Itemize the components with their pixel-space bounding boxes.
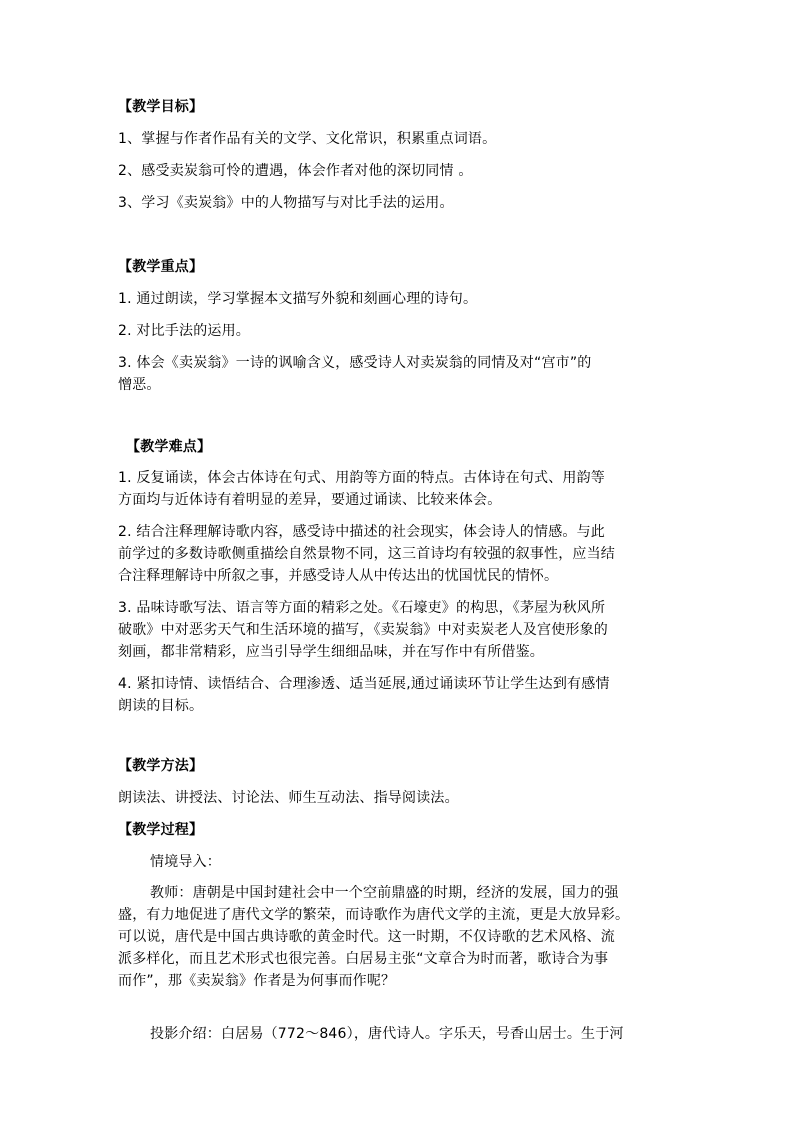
difficulty-line-5: 合注释理解诗中所叙之事，并感受诗人从中传达出的忧国忧民的情怀。 [118,568,559,584]
difficulty-line-7: 破歌》中对恶劣天气和生活环境的描写，《卖炭翁》中对卖炭老人及宫使形象的 [118,622,608,638]
methods-text: 朗读法、讲授法、讨论法、师生互动法、指导阅读法。 [118,790,459,806]
difficulty-line-6: 3. 品味诗歌写法、语言等方面的精彩之处。《石壕吏》的构思，《茅屋为秋风所 [118,600,606,616]
process-line-4: 可以说，唐代是中国古典诗歌的黄金时代。这一时期，不仅诗歌的艺术风格、流 [118,929,615,945]
difficulty-line-1: 1. 反复诵读，体会古体诗在句式、用韵等方面的特点。古体诗在句式、用韵等 [118,470,606,486]
key-point-line-2: 2. 对比手法的运用。 [118,323,251,339]
difficulty-line-9: 4. 紧扣诗情、读悟结合、合理渗透、适当延展,通过诵读环节让学生达到有感情 [118,676,610,692]
difficulty-line-8: 刻画，都非常精彩，应当引导学生细细品味，并在写作中有所借鉴。 [118,644,544,660]
key-point-line-3: 3. 体会《卖炭翁》一诗的讽喻含义，感受诗人对卖炭翁的同情及对“宫市”的 [118,355,592,371]
goal-item-2: 2、感受卖炭翁可怜的遭遇，体会作者对他的深切同情 。 [118,163,473,179]
key-point-line-4: 憎恶。 [118,377,161,393]
process-line-2: 教师：唐朝是中国封建社会中一个空前鼎盛的时期，经济的发展，国力的强 [150,885,619,901]
process-line-1: 情境导入： [150,854,221,870]
goals-heading: 【教学目标】 [118,99,204,115]
goal-item-3: 3、学习《卖炭翁》中的人物描写与对比手法的运用。 [118,195,454,211]
process-line-6: 而作”，那《卖炭翁》作者是为何事而作呢？ [118,973,396,989]
process-line-5: 派多样化，而且艺术形式也很完善。白居易主张“文章合为时而著，歌诗合为事 [118,951,609,967]
difficulty-line-4: 前学过的多数诗歌侧重描绘自然景物不同，这三首诗均有较强的叙事性，应当结 [118,546,615,562]
difficulty-line-2: 方面均与近体诗有着明显的差异，要通过诵读、比较来体会。 [118,492,502,508]
difficulty-line-3: 2. 结合注释理解诗歌内容，感受诗中描述的社会现实，体会诗人的情感。与此 [118,524,606,540]
difficulty-line-10: 朗读的目标。 [118,698,204,714]
key-points-heading: 【教学重点】 [118,259,204,275]
key-point-line-1: 1. 通过朗读，学习掌握本文描写外貌和刻画心理的诗句。 [118,291,478,307]
methods-heading: 【教学方法】 [118,758,204,774]
process-heading: 【教学过程】 [118,822,204,838]
difficulties-heading: 【教学难点】 [126,439,212,455]
process-line-7: 投影介绍：白居易（772～846），唐代诗人。字乐天，号香山居士。生于河 [150,1026,624,1042]
goal-item-1: 1、掌握与作者作品有关的文学、文化常识，积累重点词语。 [118,131,497,147]
process-line-3: 盛，有力地促进了唐代文学的繁荣，而诗歌作为唐代文学的主流，更是大放异彩。 [118,907,630,923]
